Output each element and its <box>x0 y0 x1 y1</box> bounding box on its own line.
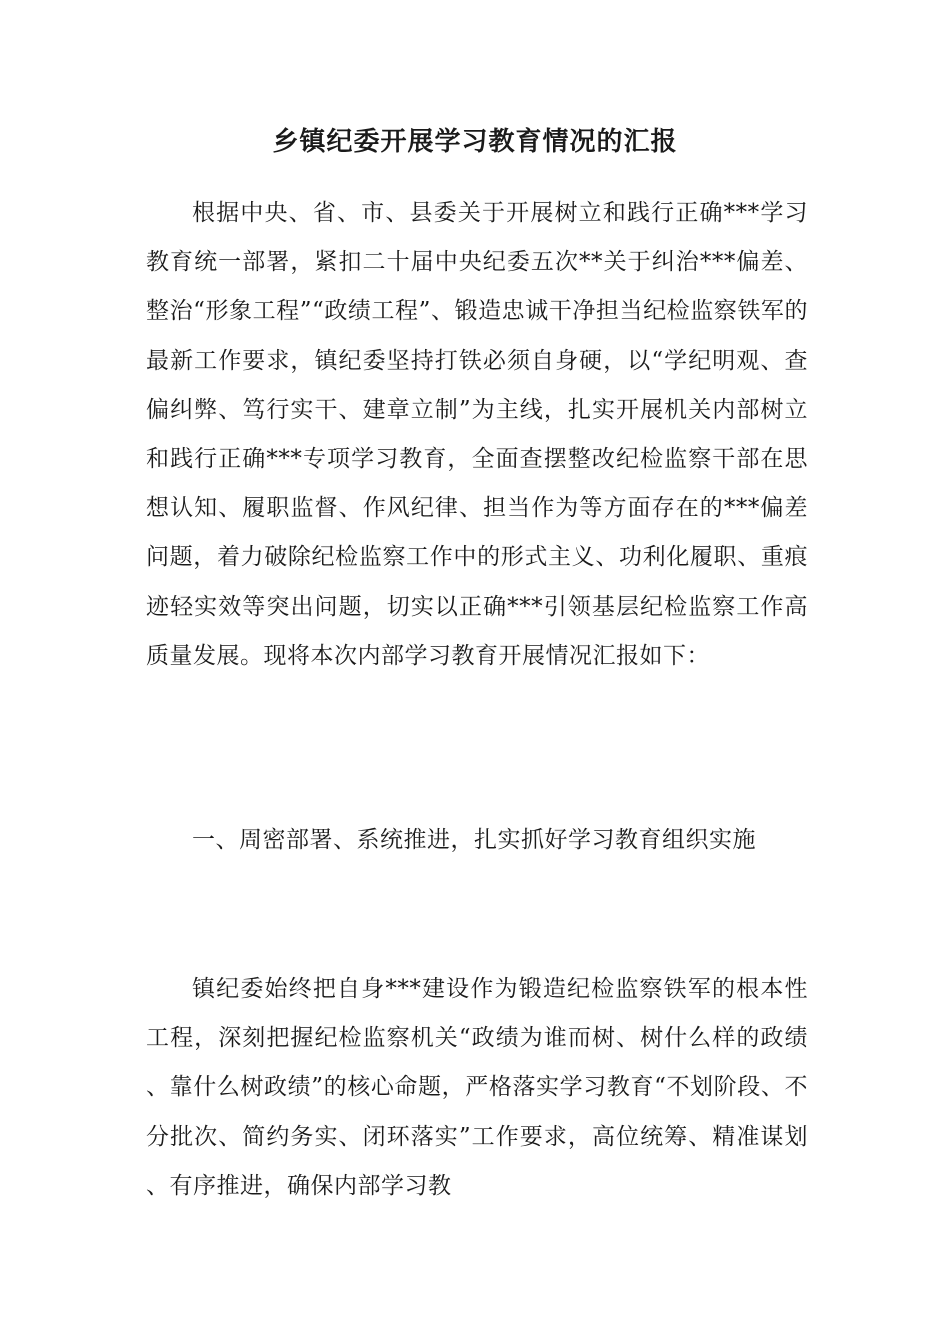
document-title: 乡镇纪委开展学习教育情况的汇报 <box>272 127 678 157</box>
intro-paragraph: 根据中央、省、市、县委关于开展树立和践行正确***学习教育统一部署，紧扣二十届中央纪委五次**关于纠治***偏差、整治“形象工程”“政绩工程”、锻造忠诚干净担当纪检监察铁军的最新工作要求，镇纪委坚持打铁必须自身硬，以“学纪明观、查偏纠弊、笃行实干、建章立制”为主线，扎实开展机关内部树立和践行正确***专项学习教育，全面查摆整改纪检监察干部在思想认知、履职监督、作风纪律、担当作为等方面存在的***偏差问题，着力破除纪检监察工作中的形式主义、功利化履职、重痕迹轻实效等突出问题，切实以正确***引领基层纪检监察工作高质量发展。现将本次内部学习教育开展情况汇报如下： <box>146 200 808 669</box>
section-heading-1: 一、周密部署、系统推进，扎实抓好学习教育组织实施 <box>192 827 756 853</box>
section-1-paragraph: 镇纪委始终把自身***建设作为锻造纪检监察铁军的根本性工程，深刻把握纪检监察机关“政绩为谁而树、树什么样的政绩、靠什么树政绩”的核心命题，严格落实学习教育“不划阶段、不分批次、简约务实、闭环落实”工作要求，高位统筹、精准谋划、有序推进，确保内部学习教 <box>146 976 808 1199</box>
